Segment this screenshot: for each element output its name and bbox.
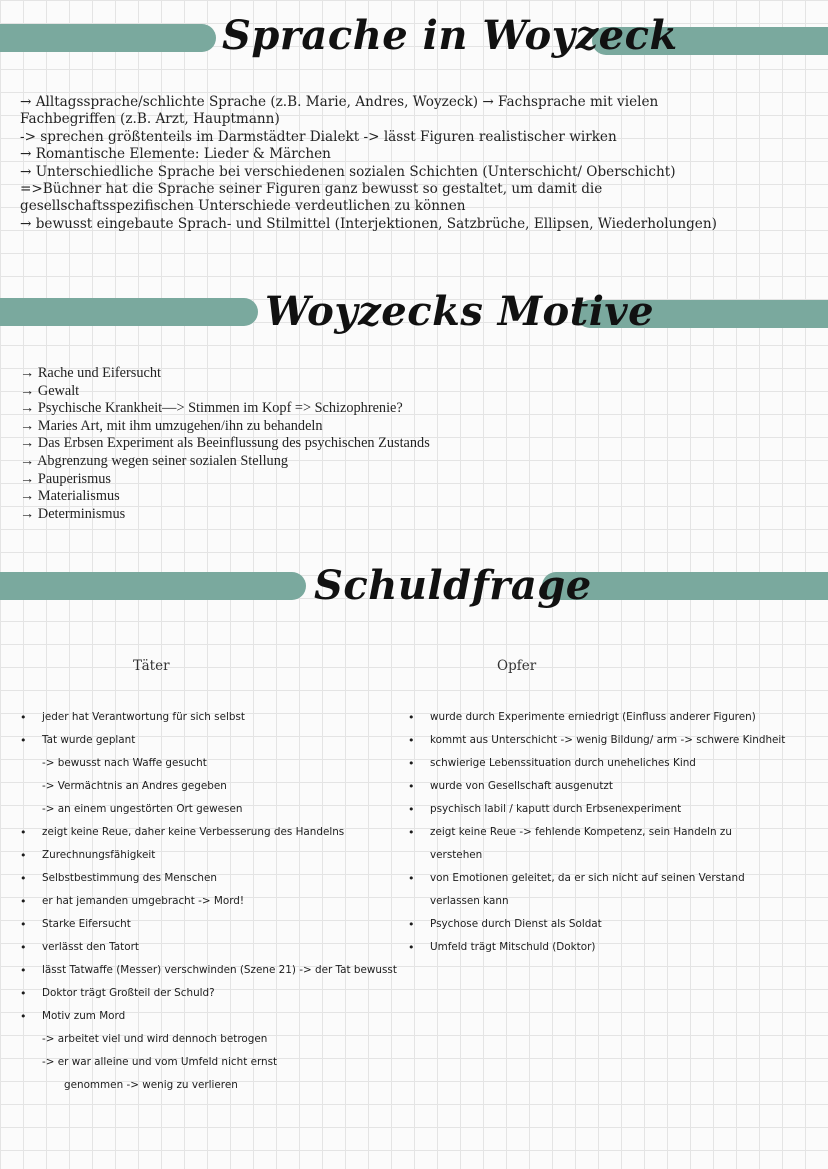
list-subitem-text: genommen -> wenig zu verlieren (64, 1079, 238, 1091)
list-item-text: schwierige Lebenssituation durch uneheliches Kind (430, 757, 696, 769)
bullet-icon: • (408, 711, 415, 724)
list-item-text: er hat jemanden umgebracht -> Mord! (42, 895, 245, 907)
motive-line: → Psychische Krankheit—> Stimmen im Kopf => Schizophrenie? (20, 400, 403, 417)
motive-list (20, 365, 580, 523)
list-subitem-text: -> Vermächtnis an Andres gegeben (42, 780, 227, 792)
list-item-text: verstehen (430, 849, 483, 861)
section-title-schuldfrage: Schuldfrage (314, 562, 592, 609)
list-item-text: wurde durch Experimente erniedrigt (Einfluss anderer Figuren) (430, 711, 756, 723)
opfer-list (408, 706, 823, 959)
column-title-taeter: Täter (133, 658, 170, 674)
bullet-icon: • (20, 872, 27, 885)
heading-bar-left-3 (0, 572, 306, 600)
bullet-icon: • (20, 987, 27, 1000)
sprache-line: =>Büchner hat die Sprache seiner Figuren ganz bewusst so gestaltet, um damit die gesellschaftsspezifischen Unterschiede verdeutlichen zu können (20, 181, 603, 215)
list-item (408, 936, 823, 959)
list-subitem-text: -> an einem ungestörten Ort gewesen (42, 803, 243, 815)
list-item-continuation (408, 844, 823, 867)
list-item (408, 775, 823, 798)
list-item (20, 890, 410, 913)
list-item (20, 913, 410, 936)
list-item (20, 821, 410, 844)
bullet-icon: • (408, 918, 415, 931)
motive-line: → Gewalt (20, 382, 80, 399)
list-subitem-continuation (20, 1074, 410, 1097)
list-item (20, 959, 410, 982)
bullet-icon: • (20, 734, 27, 747)
list-item-continuation (408, 890, 823, 913)
section-title-motive: Woyzecks Motive (265, 288, 655, 335)
bullet-icon: • (408, 803, 415, 816)
list-item (20, 982, 410, 1005)
list-item-text: Selbstbestimmung des Menschen (42, 872, 217, 884)
list-item (20, 867, 410, 890)
bullet-icon: • (408, 872, 415, 885)
list-item-text: von Emotionen geleitet, da er sich nicht auf seinen Verstand (430, 872, 745, 884)
list-subitem (20, 775, 410, 798)
list-item-text: zeigt keine Reue, daher keine Verbesserung des Handelns (42, 826, 345, 838)
sprache-line: -> sprechen größtenteils im Darmstädter Dialekt -> lässt Figuren realistischer wirken (20, 128, 617, 145)
bullet-icon: • (20, 941, 27, 954)
list-item-text: Zurechnungsfähigkeit (42, 849, 156, 861)
list-item-text: jeder hat Verantwortung für sich selbst (42, 711, 245, 723)
heading-bar-left-1 (0, 24, 216, 52)
bullet-icon: • (20, 711, 27, 724)
list-item (408, 867, 823, 890)
list-item-text: Starke Eifersucht (42, 918, 131, 930)
motive-line: → Determinismus (20, 505, 126, 522)
sprache-text (20, 94, 720, 233)
bullet-icon: • (20, 826, 27, 839)
bullet-icon: • (20, 895, 27, 908)
bullet-icon: • (20, 1010, 27, 1023)
list-item-text: psychisch labil / kaputt durch Erbsenexperiment (430, 803, 682, 815)
motive-line: → Das Erbsen Experiment als Beeinflussung des psychischen Zustands (20, 435, 430, 452)
motive-line: → Maries Art, mit ihm umzugehen/ihn zu behandeln (20, 417, 323, 434)
list-item (20, 729, 410, 752)
list-item-text: Psychose durch Dienst als Soldat (430, 918, 602, 930)
list-item-text: wurde von Gesellschaft ausgenutzt (430, 780, 613, 792)
sprache-line: → Unterschiedliche Sprache bei verschiedenen sozialen Schichten (Unterschicht/ Oberschicht) (20, 163, 676, 180)
bullet-icon: • (408, 941, 415, 954)
list-item-text: verlassen kann (430, 895, 509, 907)
list-subitem (20, 798, 410, 821)
section-title-sprache: Sprache in Woyzeck (222, 12, 678, 59)
bullet-icon: • (20, 964, 27, 977)
heading-bar-left-2 (0, 298, 258, 326)
list-item (408, 798, 823, 821)
list-item (20, 706, 410, 729)
motive-line: → Abgrenzung wegen seiner sozialen Stellung (20, 452, 288, 469)
list-item-text: Doktor trägt Großteil der Schuld? (42, 987, 215, 999)
bullet-icon: • (408, 734, 415, 747)
bullet-icon: • (408, 780, 415, 793)
list-subitem-text: -> bewusst nach Waffe gesucht (42, 757, 207, 769)
list-item (408, 913, 823, 936)
motive-line: → Rache und Eifersucht (20, 365, 161, 381)
list-subitem-text: -> er war alleine und vom Umfeld nicht ernst (42, 1056, 278, 1068)
list-item-text: Motiv zum Mord (42, 1010, 126, 1022)
list-subitem (20, 1051, 410, 1074)
list-subitem (20, 752, 410, 775)
sprache-line: → Alltagssprache/schlichte Sprache (z.B. Marie, Andres, Woyzeck) → Fachsprache mit vielen Fachbegriffen (z.B. Arzt, Hauptmann) (20, 94, 659, 128)
taeter-list (20, 706, 410, 1097)
motive-line: → Pauperismus (20, 470, 111, 487)
bullet-icon: • (408, 826, 415, 839)
list-item (20, 844, 410, 867)
list-item (20, 936, 410, 959)
list-item-text: Tat wurde geplant (42, 734, 136, 746)
sprache-line: → bewusst eingebaute Sprach- und Stilmittel (Interjektionen, Satzbrüche, Ellipsen, Wiederholungen) (20, 215, 717, 232)
list-item-text: kommt aus Unterschicht -> wenig Bildung/ arm -> schwere Kindheit (430, 734, 786, 746)
list-item (408, 706, 823, 729)
list-item-text: Umfeld trägt Mitschuld (Doktor) (430, 941, 596, 953)
column-title-opfer: Opfer (497, 658, 537, 674)
list-item (408, 752, 823, 775)
bullet-icon: • (408, 757, 415, 770)
list-item-text: verlässt den Tatort (42, 941, 139, 953)
list-subitem (20, 1028, 410, 1051)
list-item-text: lässt Tatwaffe (Messer) verschwinden (Szene 21) -> der Tat bewusst (42, 964, 397, 976)
motive-line: → Materialismus (20, 488, 120, 505)
list-subitem-text: -> arbeitet viel und wird dennoch betrogen (42, 1033, 268, 1045)
list-item (408, 821, 823, 844)
list-item (20, 1005, 410, 1028)
sprache-line: → Romantische Elemente: Lieder & Märchen (20, 146, 331, 163)
bullet-icon: • (20, 849, 27, 862)
bullet-icon: • (20, 918, 27, 931)
list-item (408, 729, 823, 752)
list-item-text: zeigt keine Reue -> fehlende Kompetenz, sein Handeln zu (430, 826, 732, 838)
